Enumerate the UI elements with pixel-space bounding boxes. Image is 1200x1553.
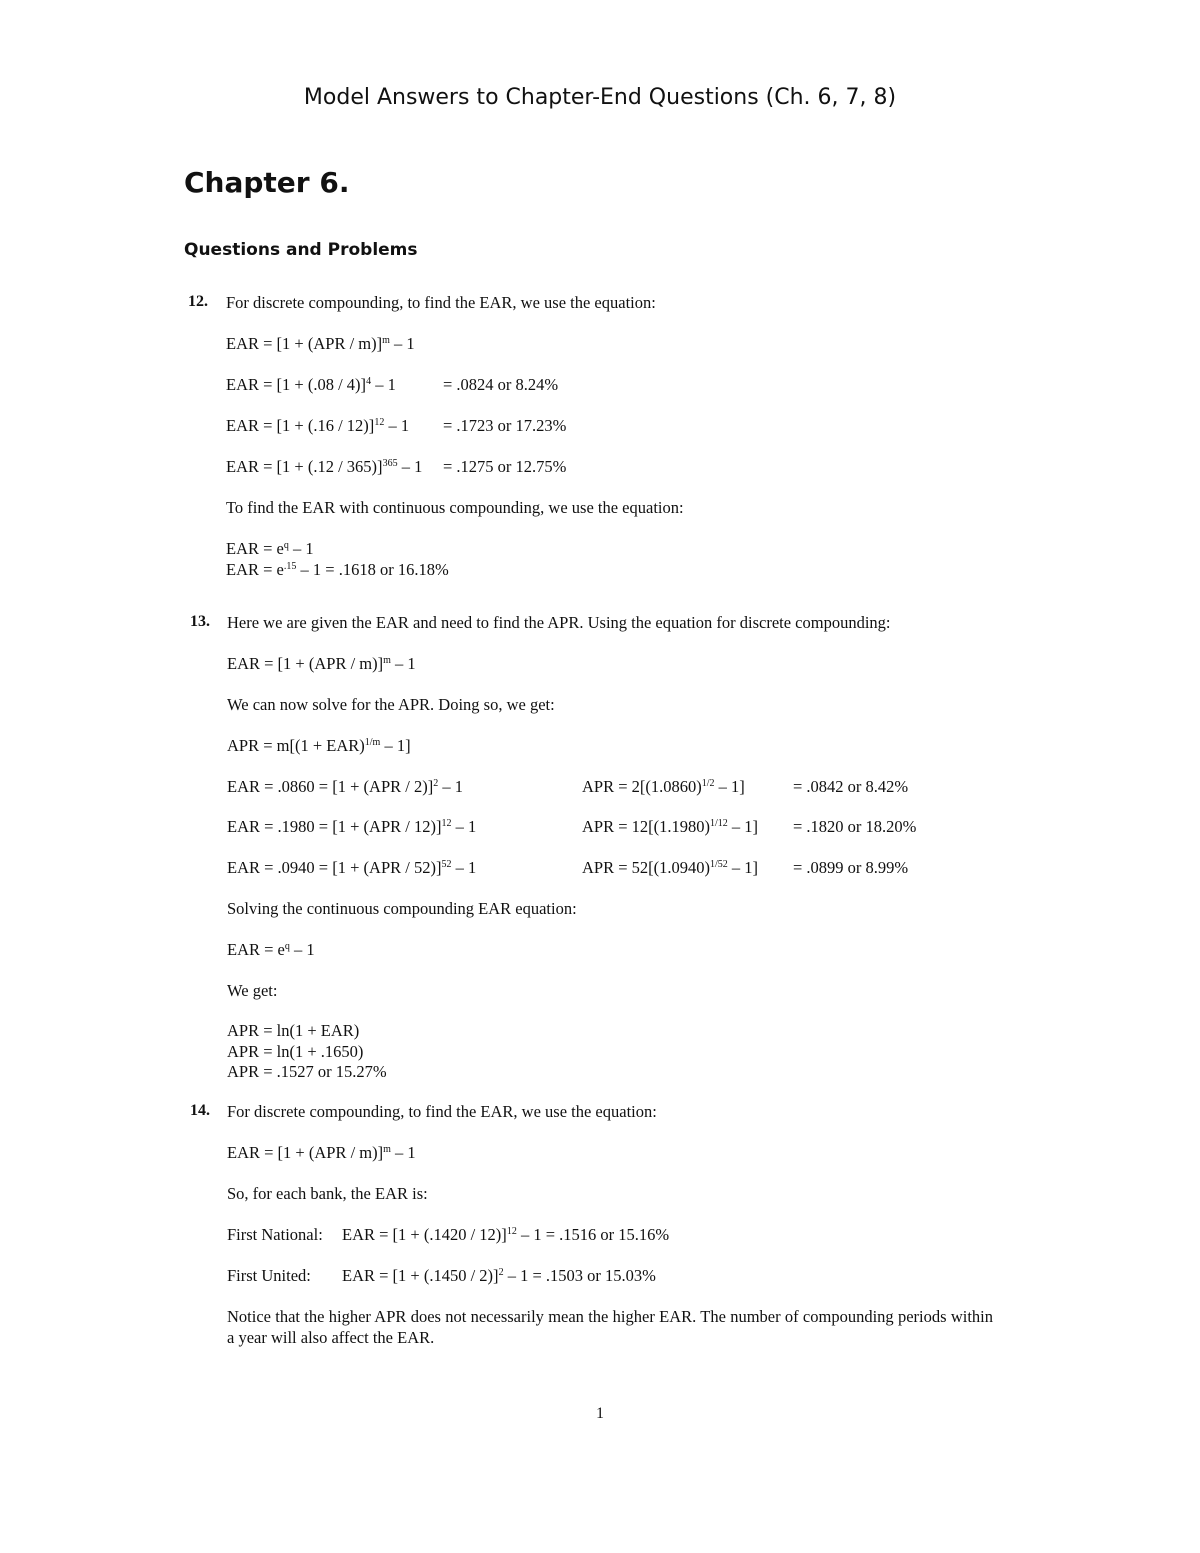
each-bank-text: So, for each bank, the EAR is: xyxy=(227,1184,428,1203)
page-number: 1 xyxy=(596,1405,604,1422)
document-title: Model Answers to Chapter-End Questions (Ch. 6, 7, 8) xyxy=(303,85,897,110)
apr-row-left: EAR = $.1980 = [1 + (APR / 12)]^{12} - 1$ xyxy=(227,817,477,836)
section-heading: Questions and Problems xyxy=(184,240,418,260)
apr-row-result: = .0842 or 8.42% xyxy=(793,777,909,796)
continuous-intro: Solving the continuous compounding EAR equation: xyxy=(227,899,577,918)
apr-formula: APR = m[(1 + EAR)$^{1/m}$ – 1] xyxy=(227,736,411,755)
ear-calc-result: = .1275 or 12.75% xyxy=(443,457,567,476)
question-14-number: 14. xyxy=(190,1102,210,1119)
apr-row-right: APR = $52[(1.0940)^{1/52} - 1]$ xyxy=(582,858,759,877)
question-13-intro: Here we are given the EAR and need to find the APR. Using the equation for discrete compounding: xyxy=(227,613,891,632)
notice-paragraph: Notice that the higher APR does not necessarily mean the higher EAR. The number of compounding periods within a year will also affect the EAR. xyxy=(227,1307,993,1347)
ear-calc-row: EAR = $[1 + (.12 / 365)]^{365} - 1$ xyxy=(226,457,423,476)
apr-row-result: = .0899 or 8.99% xyxy=(793,858,909,877)
ear-discrete-formula: EAR = $[1 + (APR / m)]^m - 1$ xyxy=(226,334,415,353)
ear-discrete-formula: EAR = $[1 + (APR / m)]^m - 1$ xyxy=(227,654,416,673)
apr-row-left: EAR = $.0940 = [1 + (APR / 52)]^{52} - 1$ xyxy=(227,858,477,877)
ear-continuous-calc: EAR = $e^{.15} - 1 = .1618$ or 16.18% xyxy=(226,560,449,579)
apr-ln-line: APR = ln(1 + .1650) xyxy=(227,1042,364,1061)
apr-ln-line: APR = ln(1 + EAR) xyxy=(227,1021,360,1040)
ear-continuous-formula: EAR = $e^q - 1$ xyxy=(226,539,314,558)
apr-row-right: APR = $12[(1.1980)^{1/12} - 1]$ xyxy=(582,817,759,836)
bank-ear-calc: EAR = $[1 + (.1420 / 12)]^{12} - 1 = .1516$ or 15.16% xyxy=(342,1225,670,1244)
apr-row-result: = .1820 or 18.20% xyxy=(793,817,917,836)
we-get-text: We get: xyxy=(227,981,278,1000)
ear-continuous-formula: EAR = $e^q - 1$ xyxy=(227,940,315,959)
question-12-intro: For discrete compounding, to find the EAR, we use the equation: xyxy=(226,293,656,312)
bank-label: First National: xyxy=(227,1225,323,1244)
ear-discrete-formula: EAR = $[1 + (APR / m)]^m - 1$ xyxy=(227,1143,416,1162)
ear-calc-row: EAR = $[1 + (.16 / 12)]^{12} - 1$ xyxy=(226,416,410,435)
continuous-intro: To find the EAR with continuous compounding, we use the equation: xyxy=(226,498,684,517)
apr-row-left: EAR = $.0860 = [1 + (APR / 2)]^2 - 1$ xyxy=(227,777,463,796)
question-14-intro: For discrete compounding, to find the EAR, we use the equation: xyxy=(227,1102,657,1121)
apr-ln-line: APR = .1527 or 15.27% xyxy=(227,1062,387,1081)
chapter-heading: Chapter 6. xyxy=(184,166,350,199)
solve-apr-text: We can now solve for the APR. Doing so, we get: xyxy=(227,695,555,714)
ear-calc-result: = .1723 or 17.23% xyxy=(443,416,567,435)
apr-row-right: APR = $2[(1.0860)^{1/2} - 1]$ xyxy=(582,777,745,796)
ear-calc-row: EAR = $[1 + (.08 / 4)]^4 - 1$ xyxy=(226,375,396,394)
ear-calc-result: = .0824 or 8.24% xyxy=(443,375,559,394)
question-12-number: 12. xyxy=(188,293,208,310)
question-13-number: 13. xyxy=(190,613,210,630)
bank-ear-calc: EAR = $[1 + (.1450 / 2)]^2 - 1 = .1503$ or 15.03% xyxy=(342,1266,656,1285)
bank-label: First United: xyxy=(227,1266,311,1285)
